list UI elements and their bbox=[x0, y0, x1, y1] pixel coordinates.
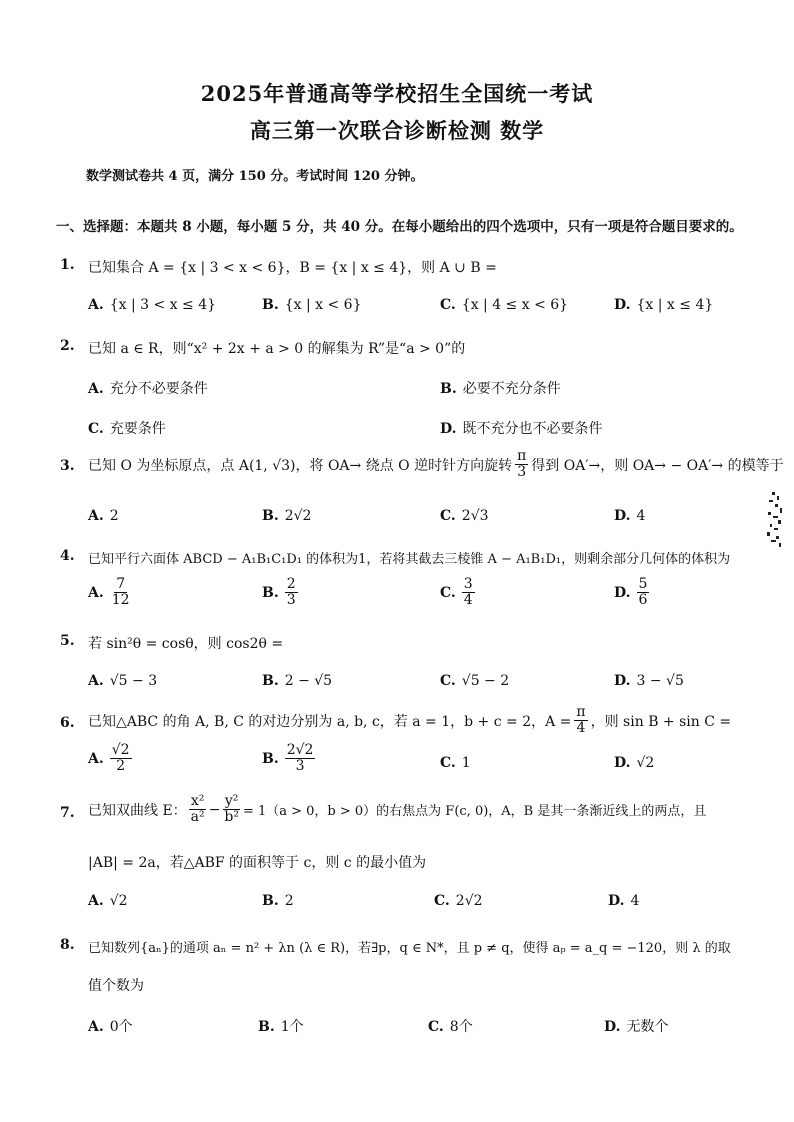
exam-intro: 数学测试卷共 4 页，满分 150 分。考试时间 120 分钟。 bbox=[86, 169, 424, 184]
question-number: 7. bbox=[60, 805, 75, 821]
exam-title: 2025年普通高等学校招生全国统一考试 bbox=[200, 81, 594, 106]
option-b: B. {x | x < 6} bbox=[262, 297, 362, 313]
option-d: D. 无数个 bbox=[604, 1019, 669, 1035]
question-number: 3. bbox=[60, 458, 75, 474]
option-c: C. 1 bbox=[440, 755, 471, 771]
option-b: B. 2 − √5 bbox=[262, 673, 333, 689]
option-a: A. √2 bbox=[88, 893, 128, 909]
option-a: A. 2 bbox=[88, 508, 119, 524]
option-b: B. 必要不充分条件 bbox=[440, 381, 561, 397]
question-number: 1. bbox=[60, 257, 75, 273]
question-stem: 已知集合 A = {x | 3 < x < 6}，B = {x | x ≤ 4}，则 A ∪ B = bbox=[88, 260, 497, 276]
question-stem: 若 sin²θ = cosθ，则 cos2θ = bbox=[88, 636, 284, 652]
fraction: $\frac{\pi}{4}$ bbox=[576, 704, 586, 737]
option-c: C. √5 − 2 bbox=[440, 673, 510, 689]
option-c: C. 2√3 bbox=[440, 508, 489, 524]
option-b: B. 2√2 bbox=[262, 508, 312, 524]
option-c: C. 充要条件 bbox=[88, 421, 166, 437]
option-b: B. 2 bbox=[262, 893, 294, 909]
option-a: A. {x | 3 < x ≤ 4} bbox=[88, 297, 217, 313]
question-number: 5. bbox=[60, 633, 75, 649]
option-a: A. √5 − 3 bbox=[88, 673, 158, 689]
option-b: B. $\frac{2}{3}$ bbox=[262, 576, 296, 609]
section-heading: 一、选择题：本题共 8 小题，每小题 5 分，共 40 分。在每小题给出的四个选项中，只有一项是符合题目要求的。 bbox=[56, 219, 743, 235]
question-stem: 已知 O 为坐标原点，点 A(1, √3)，将 OA→ 绕点 O 逆时针方向旋转 $\frac{\pi}{3}$ 得到 OA′→，则 OA→ − OA′→ 的模等于 bbox=[88, 448, 784, 481]
option-a: A. $\frac{√2}{2}$ bbox=[88, 742, 130, 775]
fraction: $\frac{\text{x²}}{\text{a²}}$ bbox=[190, 793, 205, 826]
option-a: A. 0个 bbox=[88, 1019, 133, 1035]
option-a: A. 充分不必要条件 bbox=[88, 381, 208, 397]
fraction: $\frac{\pi}{3}$ bbox=[517, 448, 527, 481]
question-stem: 已知平行六面体 ABCD − A₁B₁C₁D₁ 的体积为1，若将其截去三棱锥 A − A₁B₁D₁，则剩余部分几何体的体积为 bbox=[88, 552, 731, 567]
question-stem: 已知 a ∈ R，则“x² + 2x + a > 0 的解集为 R”是“a > 0”的 bbox=[88, 341, 466, 357]
question-number: 2. bbox=[60, 338, 75, 354]
question-number: 4. bbox=[60, 548, 75, 564]
option-a: A. $\frac{7}{12}$ bbox=[88, 576, 130, 609]
option-b: B. 1个 bbox=[258, 1019, 304, 1035]
option-d: D. √2 bbox=[614, 755, 655, 771]
option-d: D. 3 − √5 bbox=[614, 673, 684, 689]
option-c: C. 8个 bbox=[428, 1019, 473, 1035]
question-number: 6. bbox=[60, 715, 75, 731]
option-d: D. 4 bbox=[608, 893, 640, 909]
question-stem-continued: 值个数为 bbox=[88, 978, 144, 994]
exam-subtitle: 高三第一次联合诊断检测 数学 bbox=[249, 118, 545, 143]
option-c: C. 2√2 bbox=[434, 893, 483, 909]
question-number: 8. bbox=[60, 937, 75, 953]
question-stem: 已知数列{aₙ}的通项 aₙ = n² + λn (λ ∈ R)，若∃p，q ∈ N*，且 p ≠ q，使得 aₚ = a_q = −120，则 λ 的取 bbox=[88, 941, 731, 956]
option-b: B. $\frac{2√2}{3}$ bbox=[262, 742, 314, 775]
option-d: D. $\frac{5}{6}$ bbox=[614, 576, 648, 609]
question-stem: 已知△ABC 的角 A, B, C 的对边分别为 a, b, c，若 a = 1，b + c = 2，A = $\frac{\pi}{4}$ ，则 sin B + sin C = bbox=[88, 704, 732, 737]
option-d: D. 既不充分也不必要条件 bbox=[440, 421, 603, 437]
option-d: D. {x | x ≤ 4} bbox=[614, 297, 714, 313]
question-stem: 已知双曲线 E： $\frac{\text{x²}}{\text{a²}}$ − $\frac{\text{y²}}{\text{b²}}$ = 1（a > 0，b > 0）的右焦点为 F(c, 0)，A，B 是其一条渐近线上的两点，且 bbox=[88, 793, 707, 826]
scan-mark-icon bbox=[760, 490, 790, 550]
option-d: D. 4 bbox=[614, 508, 646, 524]
option-c: C. {x | 4 ≤ x < 6} bbox=[440, 297, 569, 313]
question-stem-continued: |AB| = 2a，若△ABF 的面积等于 c，则 c 的最小值为 bbox=[88, 855, 427, 871]
option-c: C. $\frac{3}{4}$ bbox=[440, 576, 473, 609]
fraction: $\frac{\text{y²}}{\text{b²}}$ bbox=[224, 793, 239, 826]
